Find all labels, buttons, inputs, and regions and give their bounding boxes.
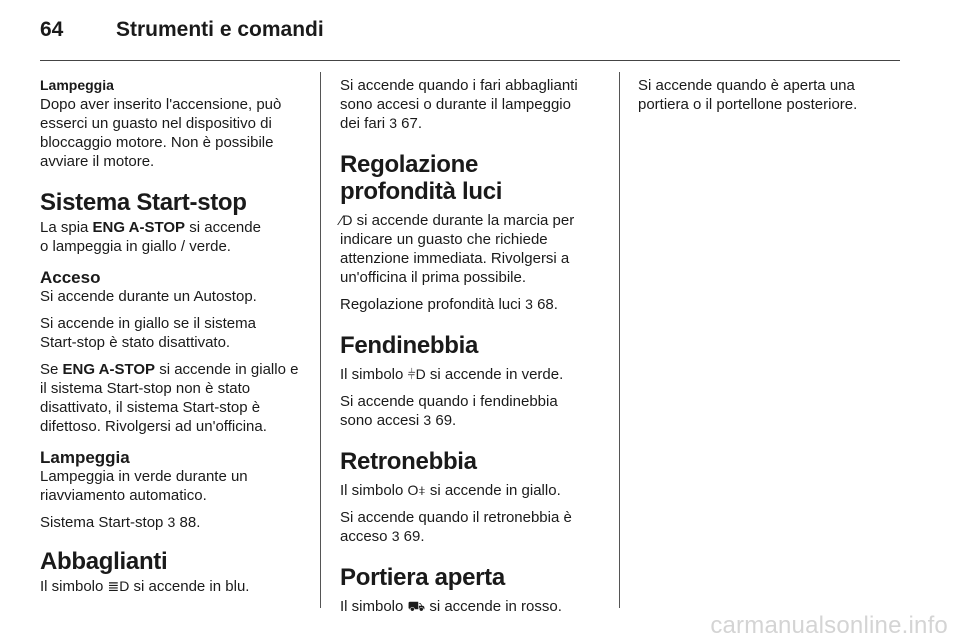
paragraph: La spia ENG A-STOP si accende o lampeggia in giallo / verde. [40, 219, 261, 255]
paragraph: Si accende quando i fari abbaglianti sono accesi o durante il lampeggio dei fari 3 67. [340, 77, 578, 132]
column-divider [619, 72, 620, 608]
door-open-icon: ⛟ [407, 598, 426, 614]
fog-light-icon: ⫩D [407, 366, 426, 382]
subheading-lampeggia: Lampeggia [40, 77, 114, 93]
subheading-lampeggia: Lampeggia [40, 448, 130, 467]
page-reference-icon: 3 [389, 115, 397, 131]
page-reference[interactable]: 69. [403, 528, 425, 545]
page-reference-icon: 3 [423, 412, 432, 428]
paragraph: Il simbolo ≣D si accende in blu. [40, 578, 250, 595]
page-reference[interactable]: 68. [537, 296, 558, 313]
paragraph: Dopo aver inserito l'accensione, può esserci un guasto nel dispositivo di bloccaggio motore. Non è possibile avviare il motore. [40, 96, 282, 170]
paragraph: Si accende quando è aperta una portiera o il portellone posteriore. [638, 77, 858, 113]
paragraph: Si accende quando i fendinebbia sono accesi 3 69. [340, 393, 558, 429]
page-reference[interactable]: 69. [435, 412, 457, 429]
subheading-acceso: Acceso [40, 268, 101, 287]
heading-abbaglianti: Abbaglianti [40, 548, 168, 575]
headlight-range-icon: ⁄D [340, 212, 353, 228]
heading-retronebbia: Retronebbia [340, 448, 477, 475]
heading-fendinebbia: Fendinebbia [340, 332, 479, 359]
watermark: carmanualsonline.info [710, 612, 948, 639]
paragraph: Sistema Start-stop 3 88. [40, 514, 201, 531]
page-title: Strumenti e comandi [116, 18, 324, 41]
paragraph: Il simbolo ⛟ si accende in rosso. [340, 598, 562, 615]
paragraph: Si accende durante un Autostop. [40, 288, 257, 305]
page-number: 64 [40, 18, 64, 41]
page-reference-icon: 3 [391, 528, 400, 544]
paragraph: Regolazione profondità luci 3 68. [340, 296, 558, 313]
column-divider [320, 72, 321, 608]
column-3 [638, 76, 900, 122]
high-beam-icon: ≣D [107, 578, 130, 594]
paragraph: Se ENG A-STOP si accende in giallo e il sistema Start-stop non è stato disattivato, il sistema Start-stop è difettoso. Rivolgersi ad un'officina. [40, 361, 299, 435]
column-2 [340, 76, 602, 624]
paragraph: ⁄D si accende durante la marcia per indicare un guasto che richiede attenzione immediata. Rivolgersi a un'officina il prima possibile. [340, 212, 575, 286]
paragraph: Lampeggia in verde durante un riavviamento automatico. [40, 468, 248, 504]
rear-fog-light-icon: O⧧ [407, 482, 426, 498]
paragraph: Si accende quando il retronebbia è acceso 3 69. [340, 509, 572, 545]
heading-start-stop: Sistema Start-stop [40, 189, 247, 216]
heading-portiera-aperta: Portiera aperta [340, 564, 505, 591]
paragraph: Si accende in giallo se il sistema Start-stop è stato disattivato. [40, 315, 256, 351]
eng-a-stop-label: ENG A-STOP [92, 219, 186, 236]
page-header [40, 14, 900, 61]
column-1 [40, 76, 302, 604]
heading-regolazione: Regolazione profondità luci [340, 151, 503, 205]
eng-a-stop-label: ENG A-STOP [62, 361, 156, 378]
page-reference[interactable]: 88. [179, 514, 201, 531]
paragraph: Il simbolo ⫩D si accende in verde. [340, 366, 564, 383]
page-reference-icon: 3 [167, 514, 176, 530]
page-reference-icon: 3 [525, 296, 533, 312]
page-reference[interactable]: 67. [401, 115, 423, 132]
paragraph: Il simbolo O⧧ si accende in giallo. [340, 482, 561, 499]
